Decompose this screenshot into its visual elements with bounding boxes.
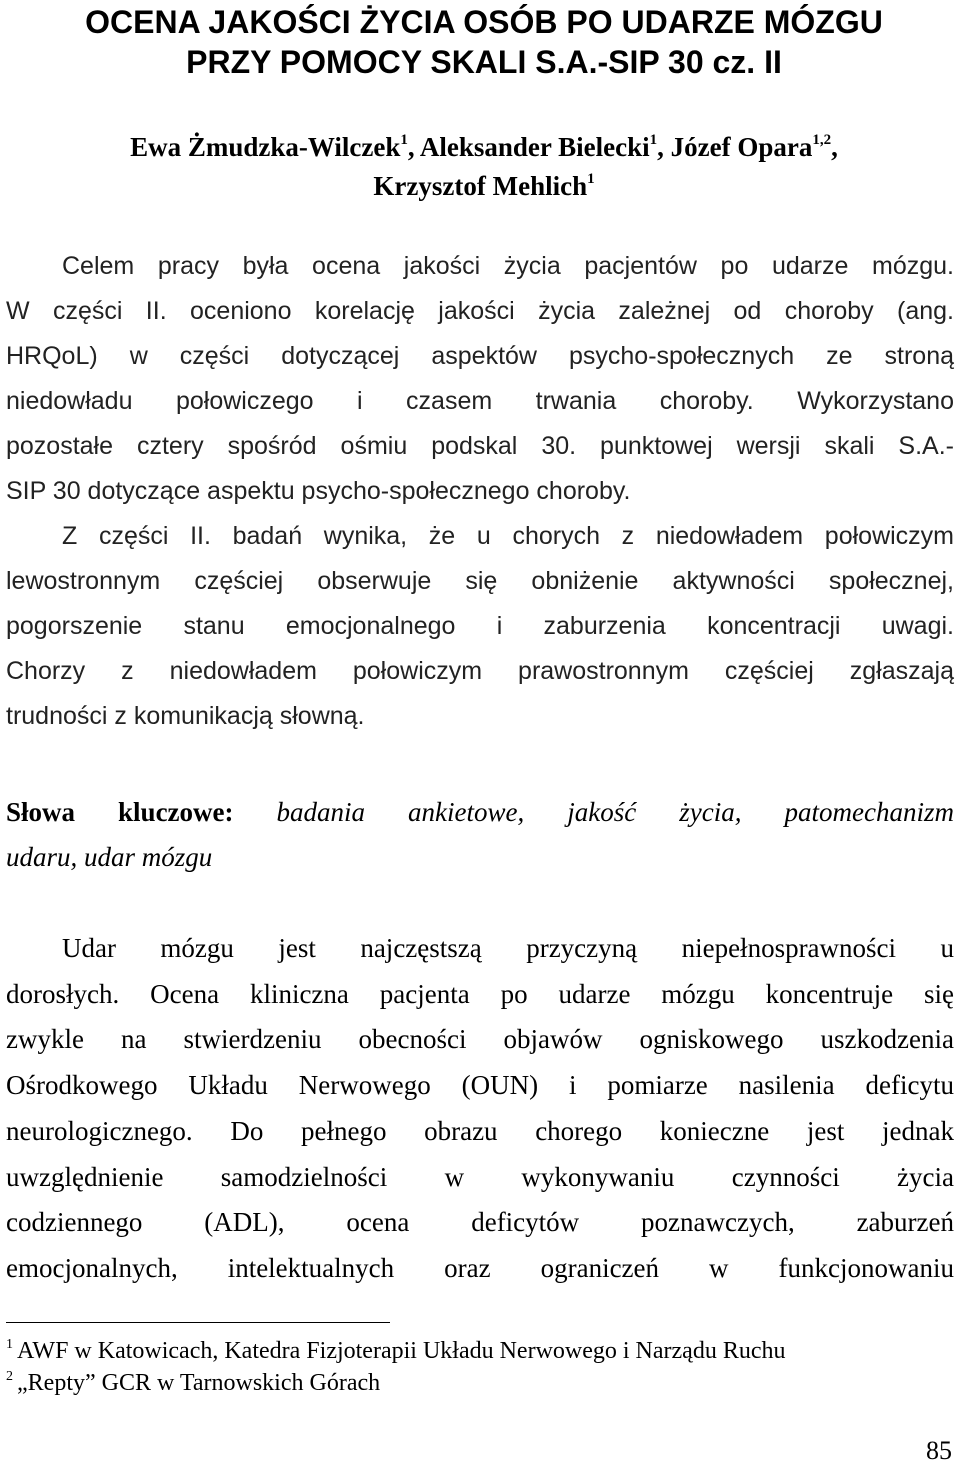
abstract-line: trudności z komunikacją słowną. (6, 702, 365, 730)
abstract-line: W części II. oceniono korelację jakości życia zależnej od choroby (ang. (6, 297, 954, 325)
intro-line: uwzględnienie samodzielności w wykonywaniu czynności życia (6, 1161, 954, 1192)
footnotes (6, 1335, 946, 1399)
abstract-line: Chorzy z niedowładem połowiczym prawostronnym częściej zgłaszają (6, 657, 954, 685)
author-name: Krzysztof Mehlich (373, 171, 588, 201)
page-number: 85 (926, 1436, 952, 1465)
keywords (6, 790, 954, 880)
author-line-2 (0, 167, 960, 206)
footnote-mark: 2 (6, 1369, 13, 1384)
keywords-text: badania ankietowe, jakość życia, patomechanizm (276, 797, 954, 827)
introduction (6, 926, 954, 1292)
intro-line: Ośrodkowego Układu Nerwowego (OUN) i pomiarze nasilenia deficytu (6, 1070, 954, 1101)
intro-line: codziennego (ADL), ocena deficytów poznawczych, zaburzeń (6, 1207, 954, 1238)
footnote-divider (6, 1322, 390, 1323)
author-line-1: Ewa Żmudzka-Wilczek$^1$, Aleksander Bielecki$^1$, Józef Opara$^{1,2}$, (130, 132, 838, 162)
abstract-line: Z części II. badań wynika, że u chorych z niedowładem połowiczym (62, 522, 954, 550)
intro-line: zwykle na stwierdzeniu obecności objawów ogniskowego uszkodzenia (6, 1024, 954, 1055)
title-line-1: OCENA JAKOŚCI ŻYCIA OSÓB PO UDARZE MÓZGU (85, 4, 883, 40)
keywords-line-2: udaru, udar mózgu (6, 842, 213, 872)
affiliation-mark: 1 (587, 171, 595, 187)
affiliation-mark: 1 (400, 132, 408, 148)
intro-line: neurologicznego. Do pełnego obrazu chorego konieczne jest jednak (6, 1115, 954, 1146)
intro-line: dorosłych. Ocena kliniczna pacjenta po udarze mózgu koncentruje się (6, 978, 954, 1009)
abstract-line: pogorszenie stanu emocjonalnego i zaburzenia koncentracji uwagi. (6, 612, 954, 640)
keywords-line-1 (6, 790, 954, 835)
author-name: Ewa Żmudzka-Wilczek (130, 132, 401, 162)
intro-line: emocjonalnych, intelektualnych oraz ograniczeń w funkcjonowaniu (6, 1252, 954, 1283)
title-line-2: PRZY POMOCY SKALI S.A.-SIP 30 cz. II (186, 44, 782, 80)
author-name: Aleksander Bielecki (419, 132, 650, 162)
footnote-text: AWF w Katowicach, Katedra Fizjoterapii Układu Nerwowego i Narządu Ruchu (17, 1338, 786, 1364)
author-name: Józef Opara (670, 132, 813, 162)
abstract-line: pozostałe cztery spośród ośmiu podskal 30. punktowej wersji skali S.A.- (6, 432, 954, 460)
footnote-text: „Repty” GCR w Tarnowskich Górach (17, 1370, 381, 1396)
abstract (6, 244, 954, 739)
affiliation-mark: 1,2 (812, 132, 832, 148)
author-list (0, 128, 960, 206)
footnote-2 (6, 1367, 946, 1399)
abstract-line: HRQoL) w części dotyczącej aspektów psycho-społecznych ze stroną (6, 342, 954, 370)
abstract-line: Celem pracy była ocena jakości życia pacjentów po udarze mózgu. (62, 252, 954, 280)
footnote-1 (6, 1335, 946, 1367)
abstract-line: SIP 30 dotyczące aspektu psycho-społecznego choroby. (6, 477, 631, 505)
abstract-line: niedowładu połowiczego i czasem trwania choroby. Wykorzystano (6, 387, 954, 415)
footnote-mark: 1 (6, 1337, 13, 1352)
abstract-line: lewostronnym częściej obserwuje się obniżenie aktywności społecznej, (6, 567, 954, 595)
paper-title (0, 2, 960, 82)
keywords-label: Słowa kluczowe: (6, 797, 234, 827)
affiliation-mark: 1 (649, 132, 658, 148)
intro-line: Udar mózgu jest najczęstszą przyczyną niepełnosprawności u (62, 933, 954, 963)
